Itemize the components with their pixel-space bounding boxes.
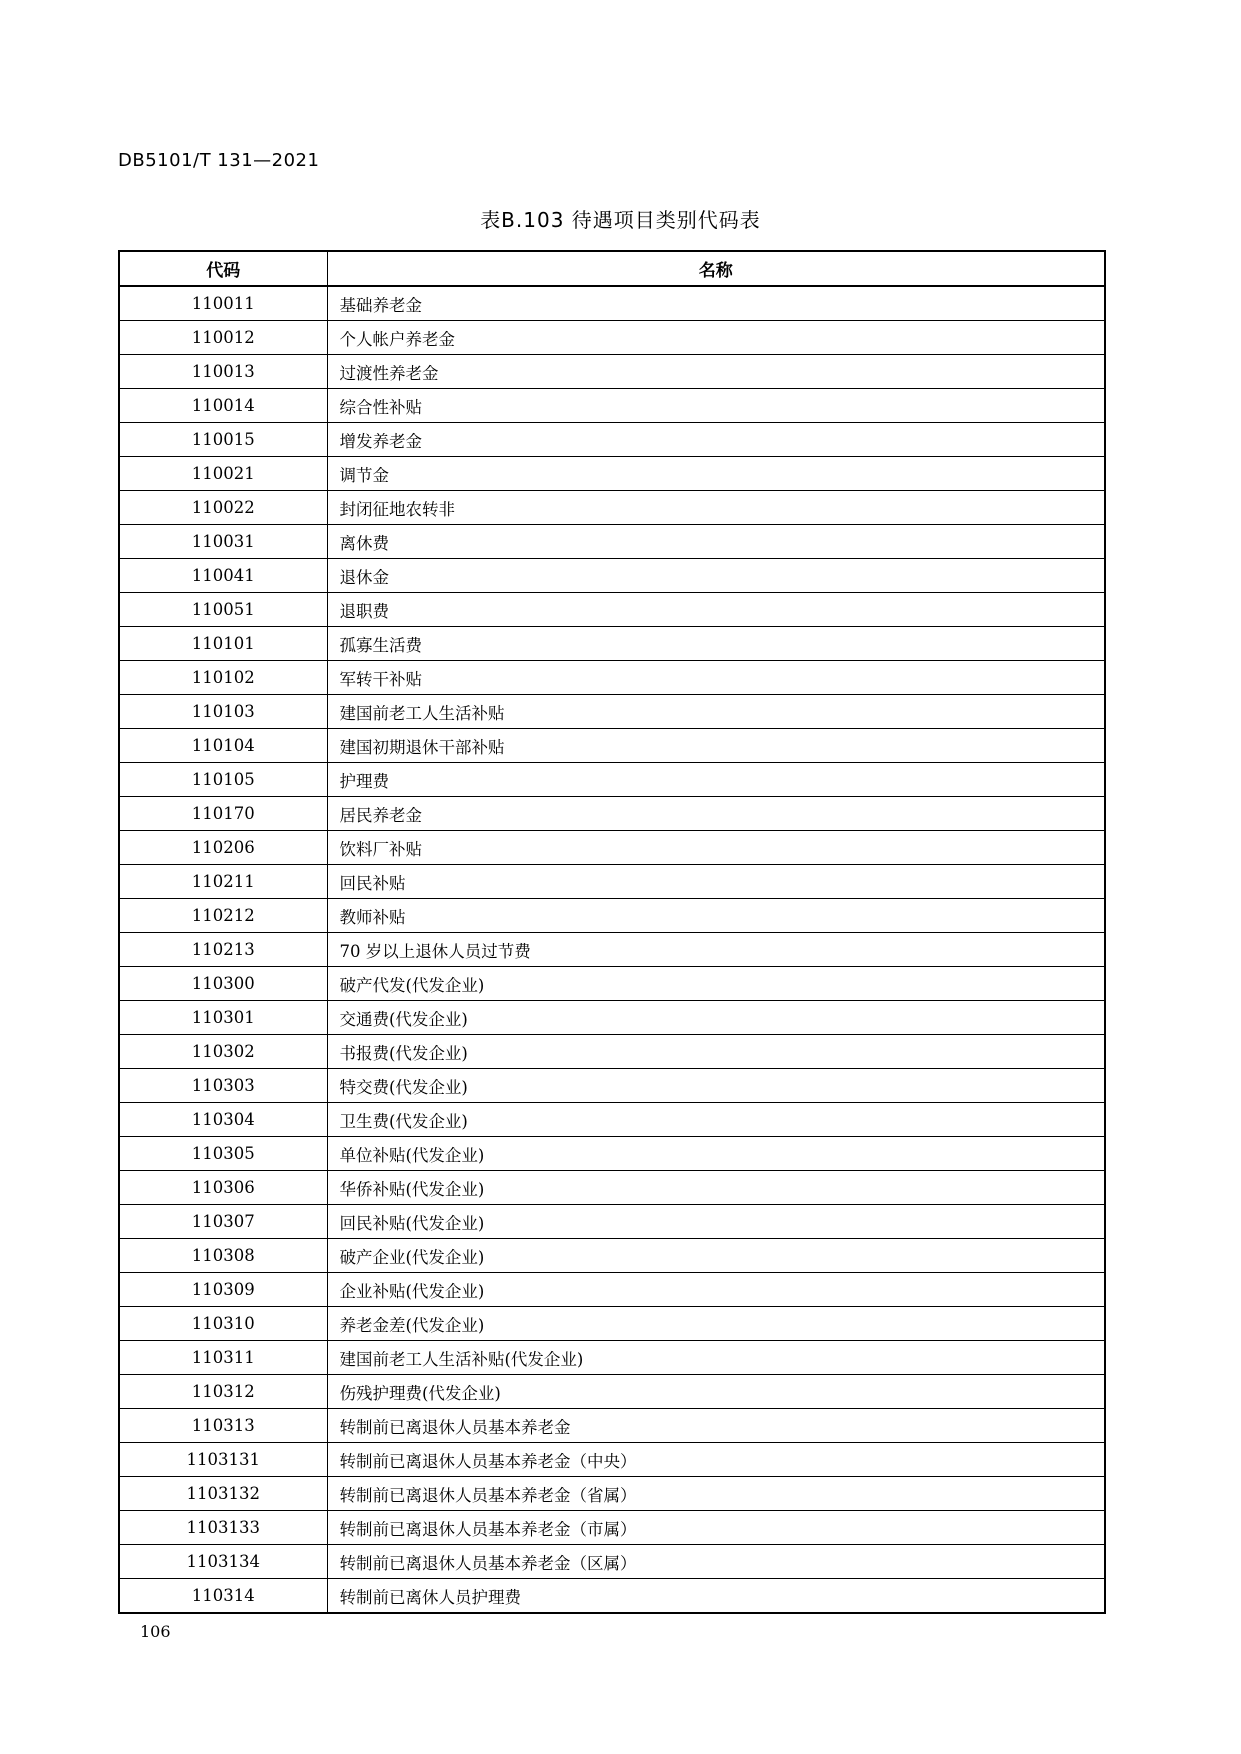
table-row (119, 286, 1105, 321)
cell-name: 回民补贴 (327, 865, 1105, 899)
table-row (119, 321, 1105, 355)
cell-name: 特交费(代发企业) (327, 1069, 1105, 1103)
cell-name: 70 岁以上退休人员过节费 (327, 933, 1105, 967)
cell-code: 110015 (119, 423, 327, 457)
document-id: DB5101/T 131—2021 (118, 150, 320, 171)
cell-code: 110022 (119, 491, 327, 525)
cell-code: 110308 (119, 1239, 327, 1273)
table-row (119, 1103, 1105, 1137)
column-header-code: 代码 (119, 251, 327, 286)
table-title: 表B.103 待遇项目类别代码表 (480, 208, 761, 232)
cell-name: 养老金差(代发企业) (327, 1307, 1105, 1341)
cell-code: 110311 (119, 1341, 327, 1375)
cell-code: 110302 (119, 1035, 327, 1069)
table-row (119, 1273, 1105, 1307)
cell-name: 离休费 (327, 525, 1105, 559)
cell-name: 护理费 (327, 763, 1105, 797)
table-row (119, 1171, 1105, 1205)
table-row (119, 1375, 1105, 1409)
cell-name: 企业补贴(代发企业) (327, 1273, 1105, 1307)
cell-code: 110212 (119, 899, 327, 933)
cell-name: 过渡性养老金 (327, 355, 1105, 389)
table-body (119, 286, 1105, 1613)
cell-code: 110303 (119, 1069, 327, 1103)
cell-name: 调节金 (327, 457, 1105, 491)
cell-code: 110103 (119, 695, 327, 729)
table-row (119, 1035, 1105, 1069)
cell-name: 封闭征地农转非 (327, 491, 1105, 525)
cell-code: 110013 (119, 355, 327, 389)
cell-name: 教师补贴 (327, 899, 1105, 933)
cell-code: 110014 (119, 389, 327, 423)
cell-name: 书报费(代发企业) (327, 1035, 1105, 1069)
cell-name: 转制前已离退休人员基本养老金 (327, 1409, 1105, 1443)
cell-name: 转制前已离退休人员基本养老金（中央） (327, 1443, 1105, 1477)
cell-name: 卫生费(代发企业) (327, 1103, 1105, 1137)
cell-name: 基础养老金 (327, 286, 1105, 321)
cell-code: 1103134 (119, 1545, 327, 1579)
cell-code: 110314 (119, 1579, 327, 1614)
cell-name: 孤寡生活费 (327, 627, 1105, 661)
table-row (119, 831, 1105, 865)
table-row (119, 967, 1105, 1001)
cell-name: 建国前老工人生活补贴 (327, 695, 1105, 729)
table-row (119, 525, 1105, 559)
page-number: 106 (140, 1622, 171, 1641)
cell-name: 华侨补贴(代发企业) (327, 1171, 1105, 1205)
table-row (119, 1001, 1105, 1035)
cell-code: 110031 (119, 525, 327, 559)
table-row (119, 661, 1105, 695)
cell-name: 建国初期退休干部补贴 (327, 729, 1105, 763)
code-table-container (118, 250, 1104, 1614)
table-row (119, 865, 1105, 899)
table-row (119, 933, 1105, 967)
cell-name: 转制前已离退休人员基本养老金（市属） (327, 1511, 1105, 1545)
cell-code: 110310 (119, 1307, 327, 1341)
table-row (119, 1239, 1105, 1273)
cell-name: 建国前老工人生活补贴(代发企业) (327, 1341, 1105, 1375)
cell-code: 110312 (119, 1375, 327, 1409)
table-row (119, 457, 1105, 491)
table-row (119, 797, 1105, 831)
benefit-category-code-table (118, 250, 1106, 1614)
cell-code: 110301 (119, 1001, 327, 1035)
cell-code: 1103132 (119, 1477, 327, 1511)
cell-name: 增发养老金 (327, 423, 1105, 457)
cell-name: 饮料厂补贴 (327, 831, 1105, 865)
table-row (119, 1579, 1105, 1614)
cell-code: 110309 (119, 1273, 327, 1307)
cell-code: 1103133 (119, 1511, 327, 1545)
cell-name: 破产企业(代发企业) (327, 1239, 1105, 1273)
table-row (119, 1477, 1105, 1511)
table-header-row (119, 251, 1105, 286)
cell-code: 110211 (119, 865, 327, 899)
cell-code: 110104 (119, 729, 327, 763)
table-row (119, 1409, 1105, 1443)
cell-name: 个人帐户养老金 (327, 321, 1105, 355)
table-row (119, 1511, 1105, 1545)
cell-name: 转制前已离退休人员基本养老金（区属） (327, 1545, 1105, 1579)
table-row (119, 1443, 1105, 1477)
cell-code: 110306 (119, 1171, 327, 1205)
cell-name: 交通费(代发企业) (327, 1001, 1105, 1035)
cell-name: 转制前已离休人员护理费 (327, 1579, 1105, 1614)
cell-code: 110304 (119, 1103, 327, 1137)
cell-name: 军转干补贴 (327, 661, 1105, 695)
cell-code: 110105 (119, 763, 327, 797)
table-row (119, 1545, 1105, 1579)
cell-name: 退职费 (327, 593, 1105, 627)
column-header-name: 名称 (327, 251, 1105, 286)
cell-code: 110170 (119, 797, 327, 831)
cell-code: 110041 (119, 559, 327, 593)
cell-code: 110213 (119, 933, 327, 967)
cell-code: 110021 (119, 457, 327, 491)
cell-code: 110051 (119, 593, 327, 627)
cell-name: 回民补贴(代发企业) (327, 1205, 1105, 1239)
table-row (119, 729, 1105, 763)
cell-code: 1103131 (119, 1443, 327, 1477)
table-row (119, 423, 1105, 457)
cell-code: 110206 (119, 831, 327, 865)
table-row (119, 1069, 1105, 1103)
table-row (119, 559, 1105, 593)
table-row (119, 593, 1105, 627)
table-row (119, 695, 1105, 729)
cell-name: 退休金 (327, 559, 1105, 593)
cell-code: 110305 (119, 1137, 327, 1171)
cell-name: 转制前已离退休人员基本养老金（省属） (327, 1477, 1105, 1511)
cell-code: 110307 (119, 1205, 327, 1239)
cell-name: 综合性补贴 (327, 389, 1105, 423)
table-row (119, 355, 1105, 389)
table-row (119, 491, 1105, 525)
cell-name: 伤残护理费(代发企业) (327, 1375, 1105, 1409)
cell-name: 单位补贴(代发企业) (327, 1137, 1105, 1171)
cell-code: 110300 (119, 967, 327, 1001)
table-row (119, 899, 1105, 933)
cell-code: 110313 (119, 1409, 327, 1443)
table-row (119, 763, 1105, 797)
cell-code: 110012 (119, 321, 327, 355)
table-row (119, 1307, 1105, 1341)
cell-name: 破产代发(代发企业) (327, 967, 1105, 1001)
table-row (119, 1341, 1105, 1375)
table-row (119, 389, 1105, 423)
cell-code: 110101 (119, 627, 327, 661)
cell-name: 居民养老金 (327, 797, 1105, 831)
table-row (119, 627, 1105, 661)
table-row (119, 1137, 1105, 1171)
cell-code: 110011 (119, 286, 327, 321)
table-row (119, 1205, 1105, 1239)
cell-code: 110102 (119, 661, 327, 695)
